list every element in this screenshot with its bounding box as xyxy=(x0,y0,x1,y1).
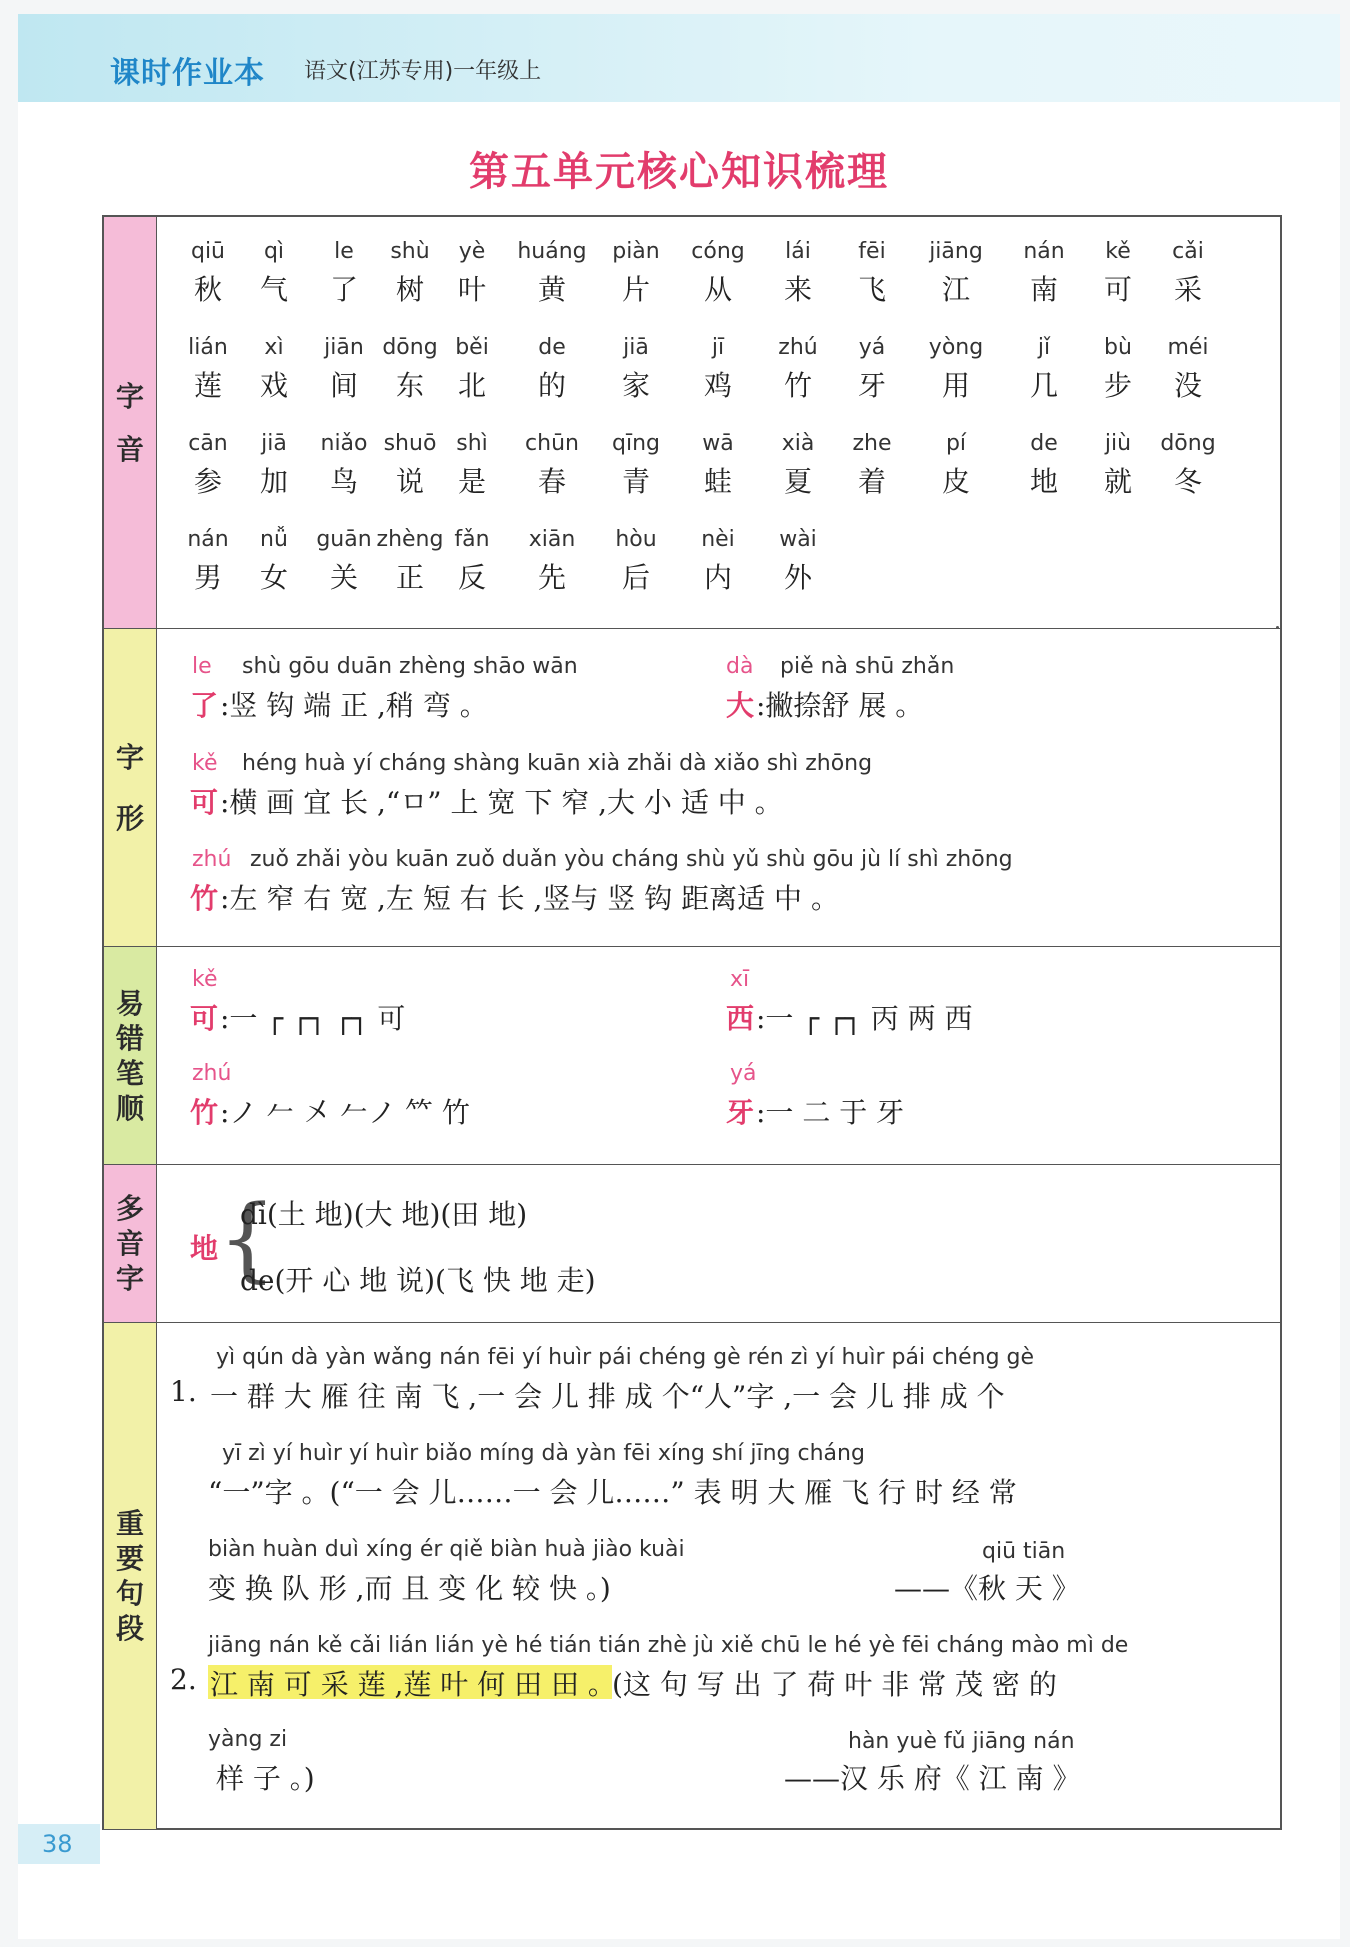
hanzi: 冬 xyxy=(1173,465,1202,498)
zi-yin-cell xyxy=(596,527,676,596)
source-2-pinyin: hàn yuè fǔ jiāng nán xyxy=(848,1729,1075,1754)
char-pinyin: yá xyxy=(730,1061,757,1086)
zi-yin-cell xyxy=(916,239,996,308)
zi-yin-cell xyxy=(432,239,512,308)
pinyin: de xyxy=(538,335,566,360)
hanzi: 树 xyxy=(395,273,424,306)
sentence-1-pinyin: biàn huàn duì xíng ér qiě biàn huà jiào kuài xyxy=(208,1537,685,1562)
hanzi: 北 xyxy=(457,369,486,402)
section-label-ju-duan xyxy=(104,1323,157,1829)
rule-char: 大 xyxy=(726,689,755,722)
pinyin: jǐ xyxy=(1037,335,1051,360)
pinyin: fēi xyxy=(858,239,886,264)
zi-yin-cell xyxy=(1148,239,1228,308)
section-yi-cuo xyxy=(104,947,1280,1165)
label-char: 要 xyxy=(115,1542,144,1575)
char-pinyin: zhú xyxy=(192,1061,232,1086)
pinyin: bù xyxy=(1104,335,1132,360)
section-duo-yin xyxy=(104,1165,1280,1323)
rule-pinyin: zuǒ zhǎi yòu kuān zuǒ duǎn yòu cháng shù yǔ shù gōu jù lí shì zhōng xyxy=(250,847,1013,872)
hanzi: 内 xyxy=(703,561,732,594)
stroke-char: 竹 xyxy=(190,1096,219,1129)
hanzi: 可 xyxy=(1103,273,1132,306)
sentence-1-pinyin: yī zì yí huìr yí huìr biǎo míng dà yàn fēi xíng shí jīng cháng xyxy=(222,1441,865,1466)
pinyin: jiā xyxy=(623,335,649,360)
zi-yin-cell xyxy=(596,239,676,308)
pinyin: le xyxy=(334,239,354,264)
hanzi: 步 xyxy=(1103,369,1132,402)
zi-yin-cell xyxy=(234,239,314,308)
hanzi: 东 xyxy=(395,369,424,402)
hanzi: 是 xyxy=(457,465,486,498)
pinyin: běi xyxy=(455,335,489,360)
reading-2: de(开 心 地 说)(飞 快 地 走) xyxy=(240,1264,596,1297)
zi-yin-cell xyxy=(758,335,838,404)
zi-yin-cell xyxy=(596,335,676,404)
zi-yin-cell xyxy=(758,527,838,596)
hanzi: 鸟 xyxy=(329,465,358,498)
zi-yin-cell xyxy=(432,527,512,596)
pinyin: wài xyxy=(779,527,817,552)
reading-1: dì(土 地)(大 地)(田 地) xyxy=(240,1198,528,1231)
hanzi: 江 xyxy=(941,273,970,306)
stroke-order: :ノ 𠂉 㐅 𠂉ノ 𥫗 竹 xyxy=(220,1096,470,1129)
pinyin: cóng xyxy=(691,239,745,264)
pinyin: shuō xyxy=(383,431,437,456)
hanzi: 夏 xyxy=(783,465,812,498)
zi-yin-cell xyxy=(916,431,996,500)
hanzi: 皮 xyxy=(941,465,970,498)
source-2: ——汉 乐 府《 江 南 》 xyxy=(784,1762,1081,1795)
polyphone-char: 地 xyxy=(190,1232,219,1265)
section-ju-duan xyxy=(104,1323,1280,1829)
sentence-2-number: 2. xyxy=(170,1663,197,1696)
source-1-pinyin: qiū tiān xyxy=(982,1539,1066,1564)
hanzi: 莲 xyxy=(193,369,222,402)
stroke-order: :一 二 于 牙 xyxy=(756,1096,905,1129)
sentence-1-line-2: “一”字 。(“一 会 儿……一 会 儿……” 表 明 大 雁 飞 行 时 经 常 xyxy=(208,1476,1017,1509)
sentence-2-note: (这 句 写 出 了 荷 叶 非 常 茂 密 的 xyxy=(612,1668,1057,1701)
sentence-1-pinyin: yì qún dà yàn wǎng nán fēi yí huìr pái chéng gè rén zì yí huìr pái chéng gè xyxy=(216,1345,1035,1370)
hanzi: 先 xyxy=(537,561,566,594)
label-char: 笔 xyxy=(115,1056,144,1090)
zi-yin-cell xyxy=(758,431,838,500)
pinyin: jiāng xyxy=(929,239,983,264)
hanzi: 几 xyxy=(1029,369,1058,402)
zi-yin-cell xyxy=(512,335,592,404)
char-pinyin: dà xyxy=(726,654,754,679)
hanzi: 片 xyxy=(621,273,650,306)
pinyin: zhe xyxy=(852,431,892,456)
sentence-1-line-3: 变 换 队 形 ,而 且 变 化 较 快 。) xyxy=(208,1572,611,1605)
pinyin: guān xyxy=(316,527,372,552)
zi-yin-cell xyxy=(234,527,314,596)
hanzi: 竹 xyxy=(783,369,812,402)
label-char: 多 xyxy=(115,1192,144,1225)
zi-yin-cell xyxy=(916,335,996,404)
stroke-order: :一 ┌ ┌┐ 丙 两 西 xyxy=(756,1002,973,1035)
zi-yin-cell xyxy=(432,335,512,404)
rule-char: 了 xyxy=(190,689,219,722)
hanzi: 青 xyxy=(621,465,650,498)
rule-pinyin: héng huà yí cháng shàng kuān xià zhǎi dà xiǎo shì zhōng xyxy=(242,751,873,776)
zi-yin-cell xyxy=(1078,335,1158,404)
rule-text: :横 画 宜 长 ,“ㅁ” 上 宽 下 窄 ,大 小 适 中 。 xyxy=(220,786,783,819)
label-char: 错 xyxy=(115,1021,144,1055)
zi-yin-cell xyxy=(1004,335,1084,404)
rule-text: :竖 钩 端 正 ,稍 弯 。 xyxy=(220,689,488,722)
hanzi: 家 xyxy=(621,369,650,402)
hanzi: 用 xyxy=(941,369,970,402)
rule-pinyin: shù gōu duān zhèng shāo wān xyxy=(242,654,578,679)
hanzi: 男 xyxy=(193,561,222,594)
pinyin: zhèng xyxy=(376,527,444,552)
pinyin: wā xyxy=(702,431,734,456)
zi-yin-cell xyxy=(678,431,758,500)
stroke-char: 西 xyxy=(726,1002,755,1035)
hanzi: 叶 xyxy=(457,273,486,306)
section-zi-yin xyxy=(104,217,1280,629)
zi-yin-cell xyxy=(678,527,758,596)
label-char: 音 xyxy=(115,432,144,466)
pinyin: niǎo xyxy=(320,431,368,456)
stroke-char: 可 xyxy=(190,1002,219,1035)
zi-yin-cell xyxy=(1078,239,1158,308)
pinyin: shì xyxy=(456,431,488,456)
pinyin: méi xyxy=(1167,335,1209,360)
zi-yin-cell xyxy=(234,335,314,404)
hanzi: 鸡 xyxy=(703,369,732,402)
zi-yin-cell xyxy=(1148,431,1228,500)
section-label-duo-yin xyxy=(104,1165,157,1322)
pinyin: lián xyxy=(188,335,228,360)
pinyin: pí xyxy=(945,431,967,456)
hanzi: 着 xyxy=(857,465,886,498)
workbook-page xyxy=(18,14,1340,1939)
char-pinyin: le xyxy=(192,654,212,679)
hanzi: 说 xyxy=(395,465,424,498)
pinyin: dōng xyxy=(382,335,438,360)
hanzi: 没 xyxy=(1173,369,1202,402)
hanzi: 地 xyxy=(1029,465,1058,498)
label-char: 字 xyxy=(115,740,144,774)
pinyin: qīng xyxy=(612,431,660,456)
pinyin: jiān xyxy=(324,335,364,360)
zi-yin-cell xyxy=(678,335,758,404)
label-char: 易 xyxy=(115,986,144,1020)
zi-yin-cell xyxy=(512,527,592,596)
page-number-tab xyxy=(18,1824,100,1864)
pinyin: huáng xyxy=(517,239,587,264)
label-char: 顺 xyxy=(115,1091,144,1125)
pinyin: nèi xyxy=(701,527,735,552)
hanzi: 正 xyxy=(395,561,424,594)
pinyin: kě xyxy=(1105,239,1131,264)
pinyin: zhú xyxy=(778,335,818,360)
char-pinyin: xī xyxy=(730,967,750,992)
hanzi: 后 xyxy=(621,561,650,594)
label-char: 段 xyxy=(115,1612,144,1645)
page-number: 38 xyxy=(42,1830,73,1858)
pinyin: jiā xyxy=(261,431,287,456)
zi-yin-cell xyxy=(512,239,592,308)
knowledge-table xyxy=(102,215,1282,1830)
sentence-2-line-2: 样 子 。) xyxy=(216,1762,315,1795)
zi-yin-cell xyxy=(1078,431,1158,500)
zi-yin-cell xyxy=(832,239,912,308)
sentence-1-line-1: 一 群 大 雁 往 南 飞 ,一 会 儿 排 成 个“人”字 ,一 会 儿 排 成 个 xyxy=(210,1380,1005,1413)
hanzi: 气 xyxy=(259,273,288,306)
sentence-1-number: 1. xyxy=(170,1375,197,1408)
label-char: 形 xyxy=(115,801,144,835)
pinyin: yè xyxy=(458,239,486,264)
zi-yin-cell xyxy=(758,239,838,308)
hanzi: 蛙 xyxy=(703,465,732,498)
brand-title: 课时作业本 xyxy=(110,56,265,91)
pinyin: jiù xyxy=(1104,431,1132,456)
char-pinyin: kě xyxy=(192,967,218,992)
label-char: 字 xyxy=(115,379,144,413)
zi-yin-cell xyxy=(832,431,912,500)
pinyin: de xyxy=(1030,431,1058,456)
zi-yin-cell xyxy=(1004,239,1084,308)
zi-yin-cell xyxy=(1004,431,1084,500)
pinyin: piàn xyxy=(612,239,660,264)
pinyin: yòng xyxy=(928,335,984,360)
pinyin: cān xyxy=(188,431,228,456)
section-label-zi-yin xyxy=(104,217,157,628)
hanzi: 就 xyxy=(1103,465,1132,498)
pinyin: qiū xyxy=(190,239,226,264)
rule-pinyin: piě nà shū zhǎn xyxy=(780,654,955,679)
sentence-2-highlight: 江 南 可 采 莲 ,莲 叶 何 田 田 。 xyxy=(210,1668,616,1701)
section-zi-xing xyxy=(104,629,1280,947)
pinyin: lái xyxy=(785,239,811,264)
zi-yin-cell xyxy=(234,431,314,500)
stroke-char: 牙 xyxy=(726,1096,755,1129)
pinyin: dōng xyxy=(1160,431,1216,456)
subject-label: 语文(江苏专用)一年级上 xyxy=(304,59,542,84)
pinyin: nán xyxy=(1023,239,1065,264)
pinyin: yá xyxy=(858,335,886,360)
zi-yin-cell xyxy=(596,431,676,500)
pinyin: jī xyxy=(711,335,725,360)
zi-yin-cell xyxy=(678,239,758,308)
label-char: 句 xyxy=(115,1577,144,1610)
rule-text: :左 窄 右 宽 ,左 短 右 长 ,竖与 竖 钩 距离适 中 。 xyxy=(220,882,839,915)
zi-yin-cell xyxy=(512,431,592,500)
source-1: ——《秋 天 》 xyxy=(894,1572,1080,1605)
page-header xyxy=(18,14,1340,102)
hanzi: 反 xyxy=(457,561,486,594)
brace-icon: { xyxy=(218,1185,277,1292)
hanzi: 间 xyxy=(329,369,358,402)
hanzi: 戏 xyxy=(259,369,288,402)
zi-yin-cell xyxy=(1148,335,1228,404)
sentence-2-pinyin: yàng zi xyxy=(208,1727,288,1752)
hanzi: 女 xyxy=(259,561,288,594)
section-label-zi-xing xyxy=(104,629,157,946)
hanzi: 春 xyxy=(537,465,566,498)
pinyin: cǎi xyxy=(1172,239,1204,264)
pinyin: xià xyxy=(781,431,815,456)
pinyin: hòu xyxy=(615,527,657,552)
hanzi: 的 xyxy=(537,369,566,402)
hanzi: 参 xyxy=(193,465,222,498)
pinyin: xiān xyxy=(528,527,576,552)
hanzi: 从 xyxy=(703,273,732,306)
hanzi: 黄 xyxy=(537,273,566,306)
zi-yin-cell xyxy=(832,335,912,404)
char-pinyin: zhú xyxy=(192,847,232,872)
hanzi: 关 xyxy=(329,561,358,594)
label-char: 音 xyxy=(115,1227,144,1260)
label-char: 重 xyxy=(115,1507,144,1540)
pinyin: shù xyxy=(390,239,430,264)
section-label-yi-cuo xyxy=(104,947,157,1164)
zi-yin-cell xyxy=(432,431,512,500)
hanzi: 南 xyxy=(1029,273,1058,306)
rule-char: 竹 xyxy=(190,882,219,915)
pinyin: fǎn xyxy=(454,527,490,552)
page-title: 第五单元核心知识梳理 xyxy=(469,149,889,195)
hanzi: 飞 xyxy=(857,273,886,306)
hanzi: 了 xyxy=(329,273,358,306)
stroke-order: :一 ┌ ┌┐ ┌┐ 可 xyxy=(220,1002,406,1035)
hanzi: 来 xyxy=(783,273,812,306)
pinyin: chūn xyxy=(525,431,579,456)
pinyin: xì xyxy=(264,335,284,360)
pinyin: nán xyxy=(187,527,229,552)
hanzi: 秋 xyxy=(193,273,222,306)
rule-text: :撇捺舒 展 。 xyxy=(756,689,924,722)
hanzi: 采 xyxy=(1173,273,1202,306)
label-char: 字 xyxy=(115,1262,144,1295)
hanzi: 加 xyxy=(259,465,288,498)
pinyin: qì xyxy=(263,239,285,264)
hanzi: 牙 xyxy=(857,369,886,402)
sentence-2-pinyin: jiāng nán kě cǎi lián lián yè hé tián tián zhè jù xiě chū le hé yè fēi cháng mào mì de xyxy=(208,1633,1129,1658)
rule-char: 可 xyxy=(190,786,219,819)
char-pinyin: kě xyxy=(192,751,218,776)
hanzi: 外 xyxy=(783,561,812,594)
pinyin: nǚ xyxy=(260,527,288,552)
